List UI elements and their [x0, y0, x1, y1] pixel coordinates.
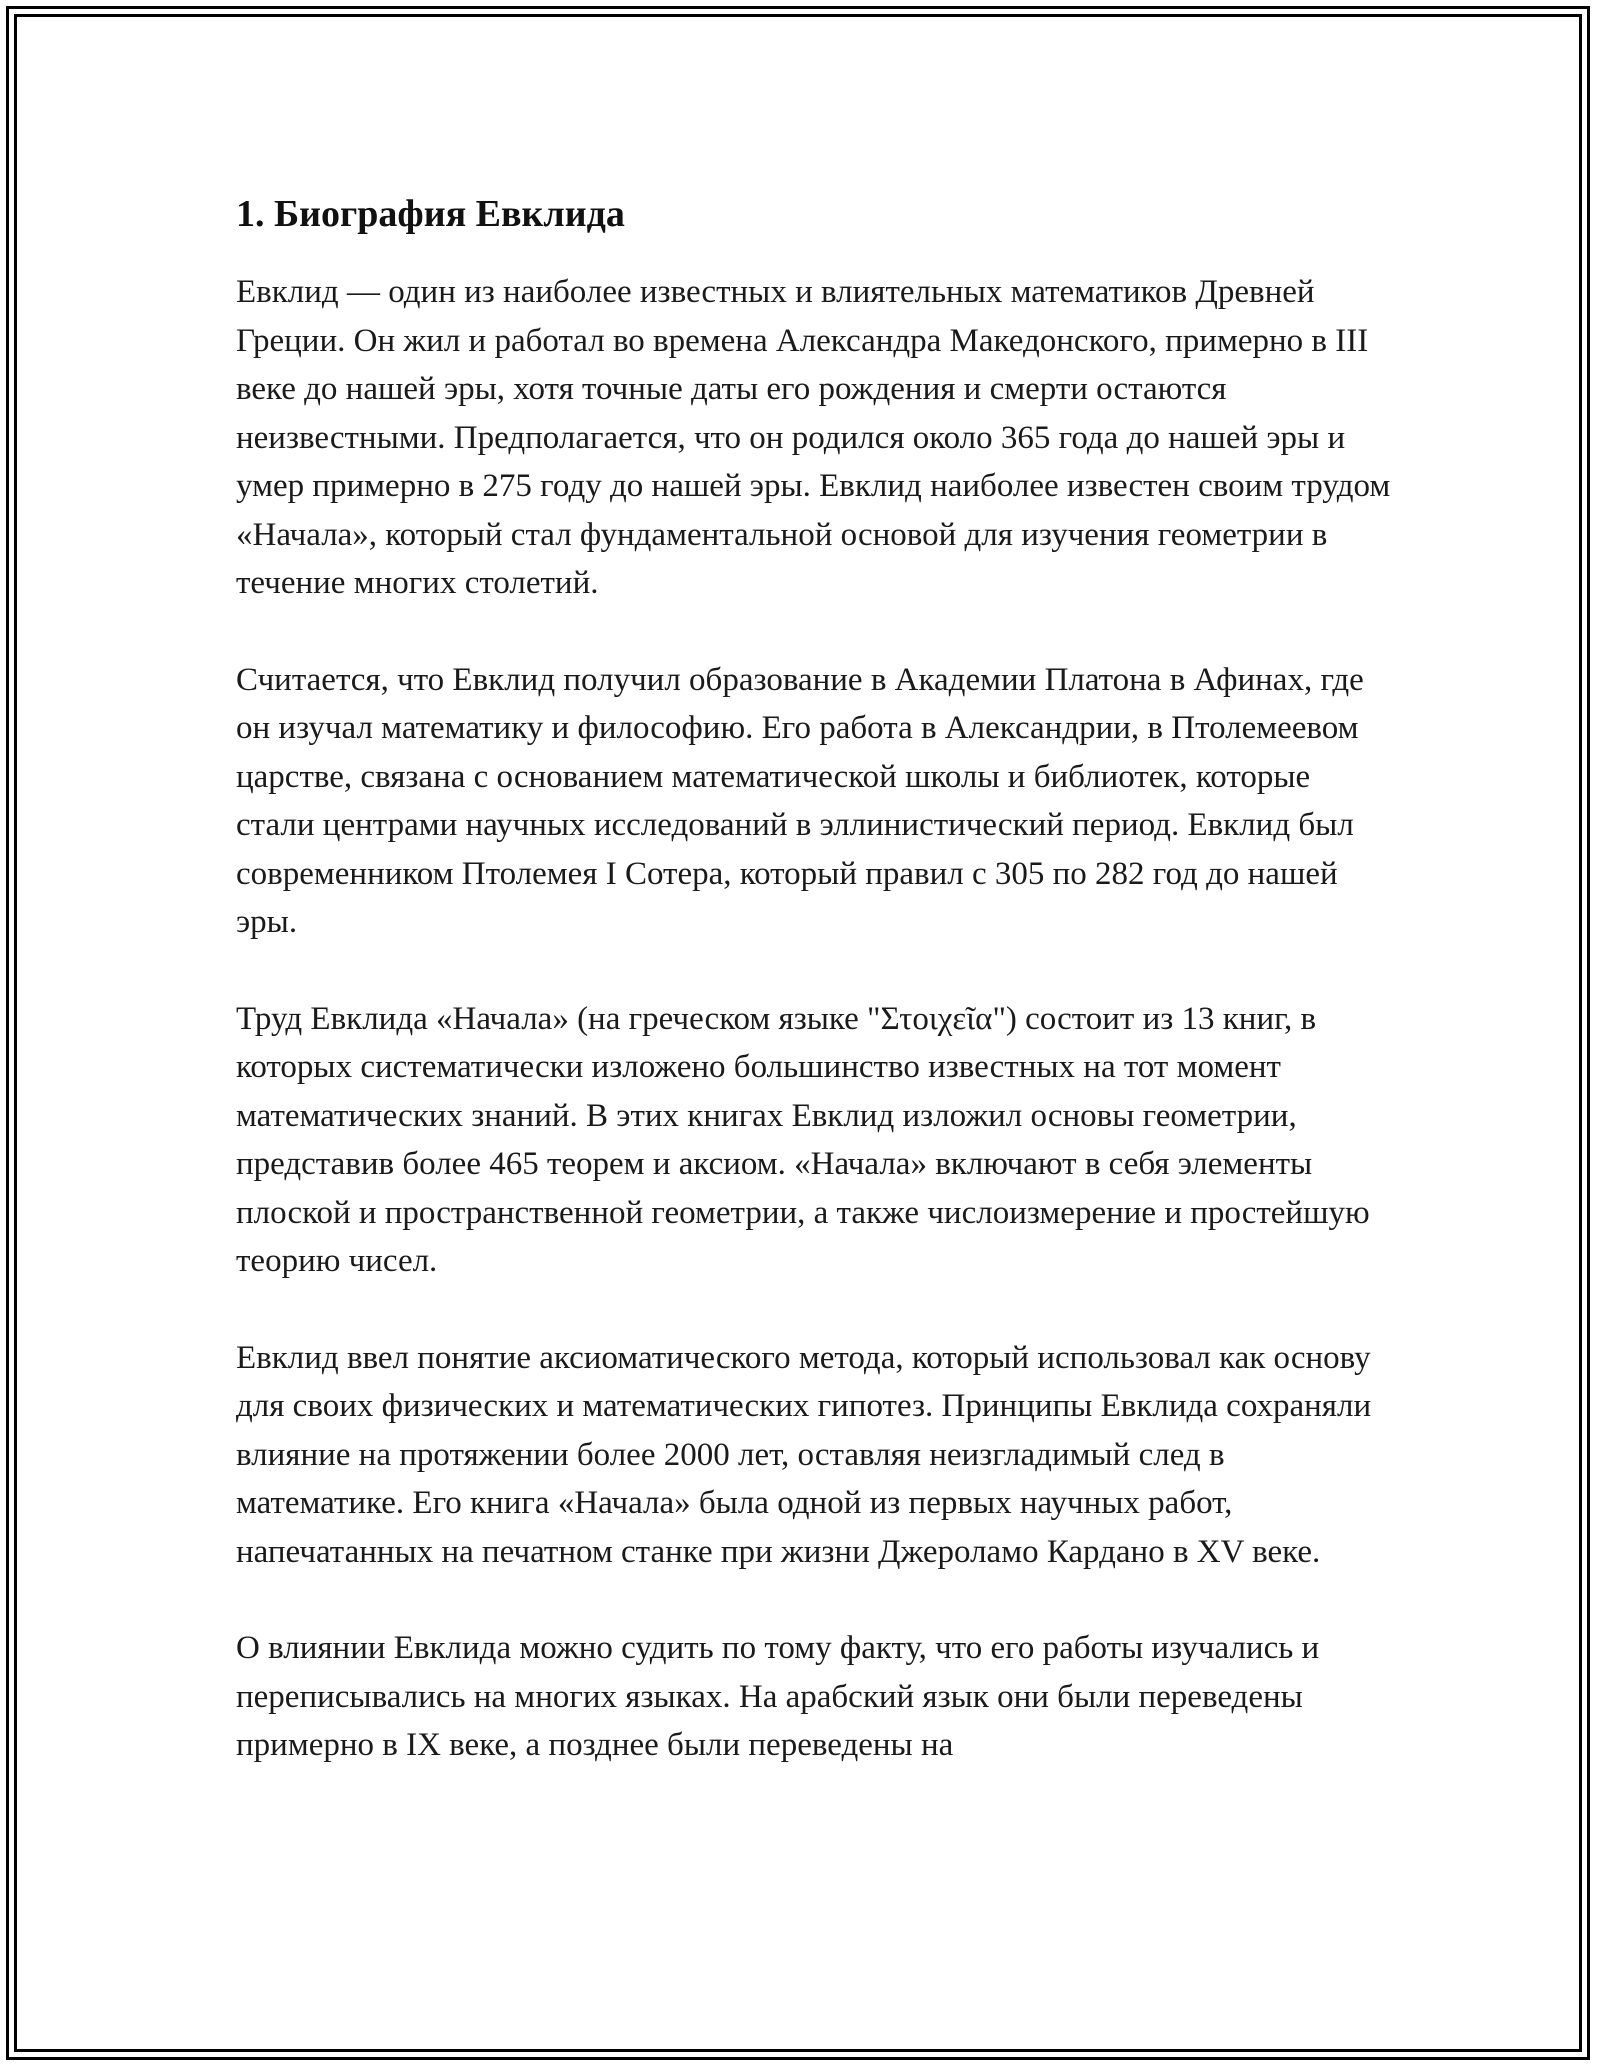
paragraph-4: Евклид ввел понятие аксиоматического метода, который использовал как основу для своих физических и математических гипотез. Принципы Евклида сохраняли влияние на протяжении более 2000 лет, оставляя неизгладимый след в математике. Его книга «Начала» была одной из первых научных работ, напечатанных на печатном станке при жизни Джероламо Кардано в XV веке.	[236, 1339, 1372, 1570]
paragraph-3: Труд Евклида «Начала» (на греческом языке "Στοιχεῖα") состоит из 13 книг, в которых систематически изложено большинство известных на тот момент математических знаний. В этих книгах Евклид изложил основы геометрии, представив более 465 теорем и аксиом. «Начала» включают в себя элементы плоской и пространственной геометрии, а также числоизмерение и простейшую теорию чисел.	[236, 1000, 1370, 1279]
paragraph-1: Евклид — один из наиболее известных и влиятельных математиков Древней Греции. Он жил и работал во времена Александра Македонского, примерно в III веке до нашей эры, хотя точные даты его рождения и смерти остаются неизвестными. Предполагается, что он родился около 365 года до нашей эры и умер примерно в 275 году до нашей эры. Евклид наиболее известен своим трудом «Начала», который стал фундаментальной основой для изучения геометрии в течение многих столетий.	[236, 274, 1391, 601]
paragraph-2: Считается, что Евклид получил образование в Академии Платона в Афинах, где он изучал математику и философию. Его работа в Александрии, в Птолемеевом царстве, связана с основанием математической школы и библиотек, которые стали центрами научных исследований в эллинистический период. Евклид был современником Птолемея I Сотера, который правил с 305 по 282 год до нашей эры.	[236, 661, 1364, 940]
document-page	[236, 186, 1396, 1818]
paragraph-5: О влиянии Евклида можно судить по тому факту, что его работы изучались и переписывались на многих языках. На арабский язык они были переведены примерно в IX веке, а позднее были переведены на	[236, 1630, 1320, 1763]
section-heading: 1. Биография Евклида	[236, 193, 625, 235]
